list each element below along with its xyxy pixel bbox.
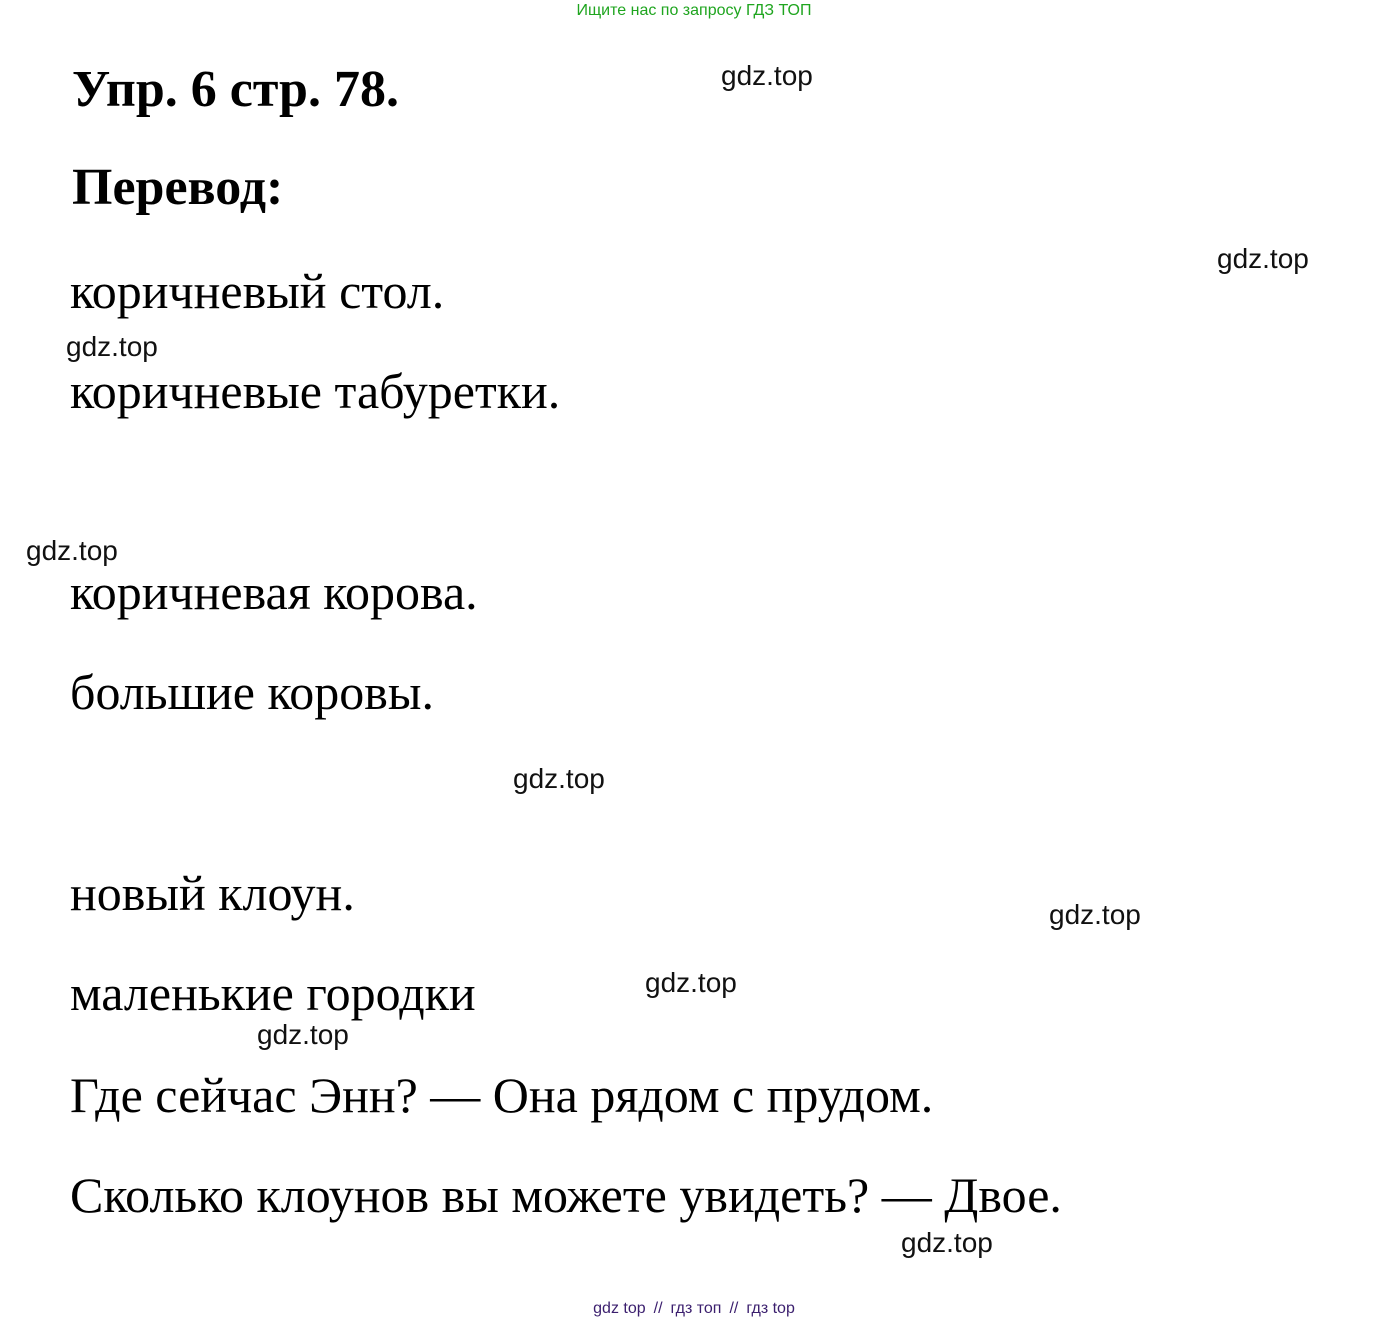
watermark: gdz.top	[66, 331, 158, 362]
footer-separator: //	[653, 1300, 663, 1317]
translation-line: маленькие городки	[70, 965, 476, 1021]
translation-line: Где сейчас Энн? — Она рядом с прудом.	[70, 1067, 934, 1123]
top-banner: Ищите нас по запросу ГДЗ ТОП	[576, 2, 812, 19]
footer-link[interactable]: гдз top	[746, 1300, 795, 1317]
translation-heading: Перевод:	[72, 159, 284, 216]
translation-line: новый клоун.	[70, 865, 355, 921]
watermark: gdz.top	[645, 967, 737, 998]
footer-link[interactable]: gdz top	[593, 1300, 646, 1317]
translation-line: коричневые табуретки.	[70, 363, 561, 419]
watermark: gdz.top	[901, 1227, 993, 1258]
translation-line: большие коровы.	[70, 664, 434, 720]
footer-link[interactable]: гдз топ	[670, 1300, 722, 1317]
footer-separator: //	[729, 1300, 739, 1317]
watermark: gdz.top	[721, 60, 813, 91]
translation-line: коричневая корова.	[70, 564, 478, 620]
translation-line: коричневый стол.	[70, 263, 445, 319]
footer-links	[0, 1299, 1388, 1319]
watermark: gdz.top	[1217, 243, 1309, 274]
watermark: gdz.top	[26, 535, 118, 566]
watermark: gdz.top	[1049, 899, 1141, 930]
watermark: gdz.top	[513, 763, 605, 794]
translation-line: Сколько клоунов вы можете увидеть? — Двое.	[70, 1167, 1062, 1223]
watermark: gdz.top	[257, 1019, 349, 1050]
exercise-title: Упр. 6 стр. 78.	[72, 61, 399, 118]
